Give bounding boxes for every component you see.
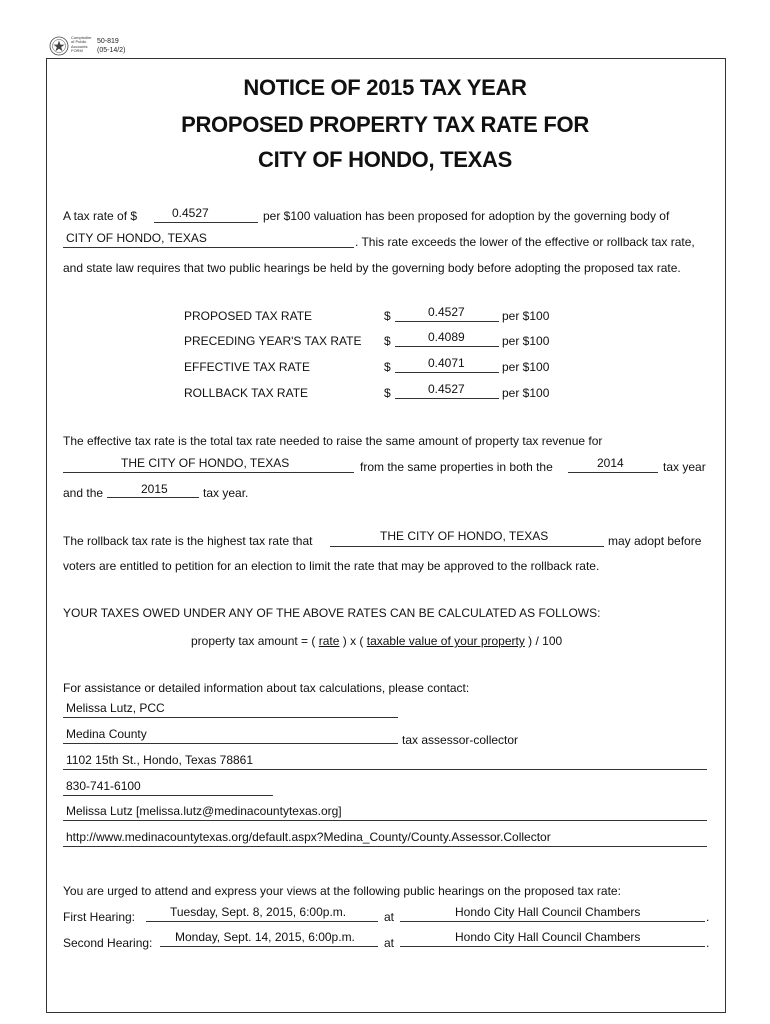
- rate-value-preceding[interactable]: 0.4089: [428, 330, 465, 344]
- contact-email[interactable]: Melissa Lutz [melissa.lutz@medinacountytexas.org]: [66, 804, 342, 818]
- formula-post: ) / 100: [524, 634, 563, 648]
- effective-tax-year: tax year: [663, 460, 706, 474]
- year-line: [107, 497, 199, 498]
- effective-year-2[interactable]: 2015: [141, 482, 168, 496]
- contact-county[interactable]: Medina County: [66, 727, 147, 741]
- rate-line: [395, 346, 499, 347]
- entity-value[interactable]: CITY OF HONDO, TEXAS: [66, 231, 207, 245]
- entity-line: [63, 472, 354, 473]
- currency-sign: $: [384, 386, 391, 400]
- calc-heading: YOUR TAXES OWED UNDER ANY OF THE ABOVE RATES CAN BE CALCULATED AS FOLLOWS:: [63, 606, 601, 620]
- first-hearing-date[interactable]: Tuesday, Sept. 8, 2015, 6:00p.m.: [170, 905, 347, 919]
- contact-url[interactable]: http://www.medinacountytexas.org/default.aspx?Medina_County/County.Assessor.Collector: [66, 830, 551, 844]
- rate-line: [395, 372, 499, 373]
- contact-line: [63, 743, 398, 744]
- contact-line: [63, 820, 707, 821]
- effective-tax-year-end: tax year.: [203, 486, 249, 500]
- hearing-line: [160, 946, 378, 947]
- rate-value-rollback[interactable]: 0.4527: [428, 382, 465, 396]
- rate-line: [395, 321, 499, 322]
- rate-label-effective: EFFECTIVE TAX RATE: [184, 360, 311, 374]
- rollback-tail: may adopt before: [608, 534, 702, 548]
- contact-line: [63, 795, 273, 796]
- contact-line: [63, 769, 707, 770]
- rate-value-proposed[interactable]: 0.4527: [428, 305, 465, 319]
- second-hearing-label: Second Hearing:: [63, 936, 153, 950]
- seal-caption: Comptroller of Public Accounts FORM: [71, 35, 92, 54]
- first-hearing-location[interactable]: Hondo City Hall Council Chambers: [455, 905, 641, 919]
- proposed-rate-value[interactable]: 0.4527: [172, 206, 209, 220]
- rate-line: [395, 398, 499, 399]
- entity-line: [330, 546, 604, 547]
- rollback-entity[interactable]: THE CITY OF HONDO, TEXAS: [380, 529, 549, 543]
- title-line-3: CITY OF HONDO, TEXAS: [258, 147, 512, 172]
- effective-year-1[interactable]: 2014: [597, 456, 624, 470]
- formula-value: taxable value of your property: [366, 634, 525, 648]
- effective-mid: from the same properties in both the: [360, 460, 553, 474]
- effective-entity[interactable]: THE CITY OF HONDO, TEXAS: [121, 456, 290, 470]
- effective-line1: The effective tax rate is the total tax rate needed to raise the same amount of property tax revenue for: [63, 434, 603, 448]
- title-line-2: PROPOSED PROPERTY TAX RATE FOR: [181, 112, 589, 137]
- rate-label-rollback: ROLLBACK TAX RATE: [184, 386, 309, 400]
- form-date: (05-14/2): [97, 47, 126, 54]
- formula-rate: rate: [318, 634, 340, 648]
- hearings-intro: You are urged to attend and express your views at the following public hearings on the proposed tax rate:: [63, 884, 621, 898]
- formula-pre: property tax amount = (: [191, 634, 319, 648]
- rate-unit: per $100: [502, 360, 550, 374]
- para1-lead: A tax rate of $: [63, 209, 138, 223]
- rate-unit: per $100: [502, 334, 550, 348]
- rate-label-proposed: PROPOSED TAX RATE: [184, 309, 313, 323]
- comptroller-seal-icon: [49, 36, 69, 56]
- formula-mid: ) x (: [339, 634, 367, 648]
- hearing-line: [400, 921, 705, 922]
- contact-name[interactable]: Melissa Lutz, PCC: [66, 701, 165, 715]
- contact-address[interactable]: 1102 15th St., Hondo, Texas 78861: [66, 753, 254, 767]
- para1-after-entity: . This rate exceeds the lower of the effective or rollback tax rate,: [355, 235, 695, 249]
- second-hearing-date[interactable]: Monday, Sept. 14, 2015, 6:00p.m.: [175, 930, 355, 944]
- contact-line: [63, 717, 398, 718]
- year-line: [568, 472, 658, 473]
- hearing-line: [400, 946, 705, 947]
- rate-label-preceding: PRECEDING YEAR'S TAX RATE: [184, 334, 362, 348]
- hearing-period: .: [706, 910, 710, 924]
- hearing-at: at: [384, 910, 395, 924]
- rate-line: [154, 222, 258, 223]
- entity-line: [63, 247, 354, 248]
- contact-heading: For assistance or detailed information about tax calculations, please contact:: [63, 681, 470, 695]
- hearing-line: [146, 921, 378, 922]
- rate-unit: per $100: [502, 309, 550, 323]
- calc-formula: [191, 634, 562, 648]
- para1-line3: and state law requires that two public hearings be held by the governing body before adopting the proposed tax rate.: [63, 261, 681, 275]
- contact-line: [63, 846, 707, 847]
- effective-and-the: and the: [63, 486, 104, 500]
- rollback-line2: voters are entitled to petition for an election to limit the rate that may be approved to the rollback rate.: [63, 559, 600, 573]
- hearing-period: .: [706, 936, 710, 950]
- para1-after-rate: per $100 valuation has been proposed for adoption by the governing body of: [263, 209, 670, 223]
- currency-sign: $: [384, 334, 391, 348]
- currency-sign: $: [384, 309, 391, 323]
- contact-phone[interactable]: 830-741-6100: [66, 779, 141, 793]
- first-hearing-label: First Hearing:: [63, 910, 136, 924]
- currency-sign: $: [384, 360, 391, 374]
- form-number: 50-819: [97, 38, 119, 45]
- rate-unit: per $100: [502, 386, 550, 400]
- hearing-at: at: [384, 936, 395, 950]
- rate-value-effective[interactable]: 0.4071: [428, 356, 465, 370]
- second-hearing-location[interactable]: Hondo City Hall Council Chambers: [455, 930, 641, 944]
- contact-role: tax assessor-collector: [402, 733, 519, 747]
- title-line-1: NOTICE OF 2015 TAX YEAR: [243, 75, 527, 100]
- rollback-lead: The rollback tax rate is the highest tax rate that: [63, 534, 313, 548]
